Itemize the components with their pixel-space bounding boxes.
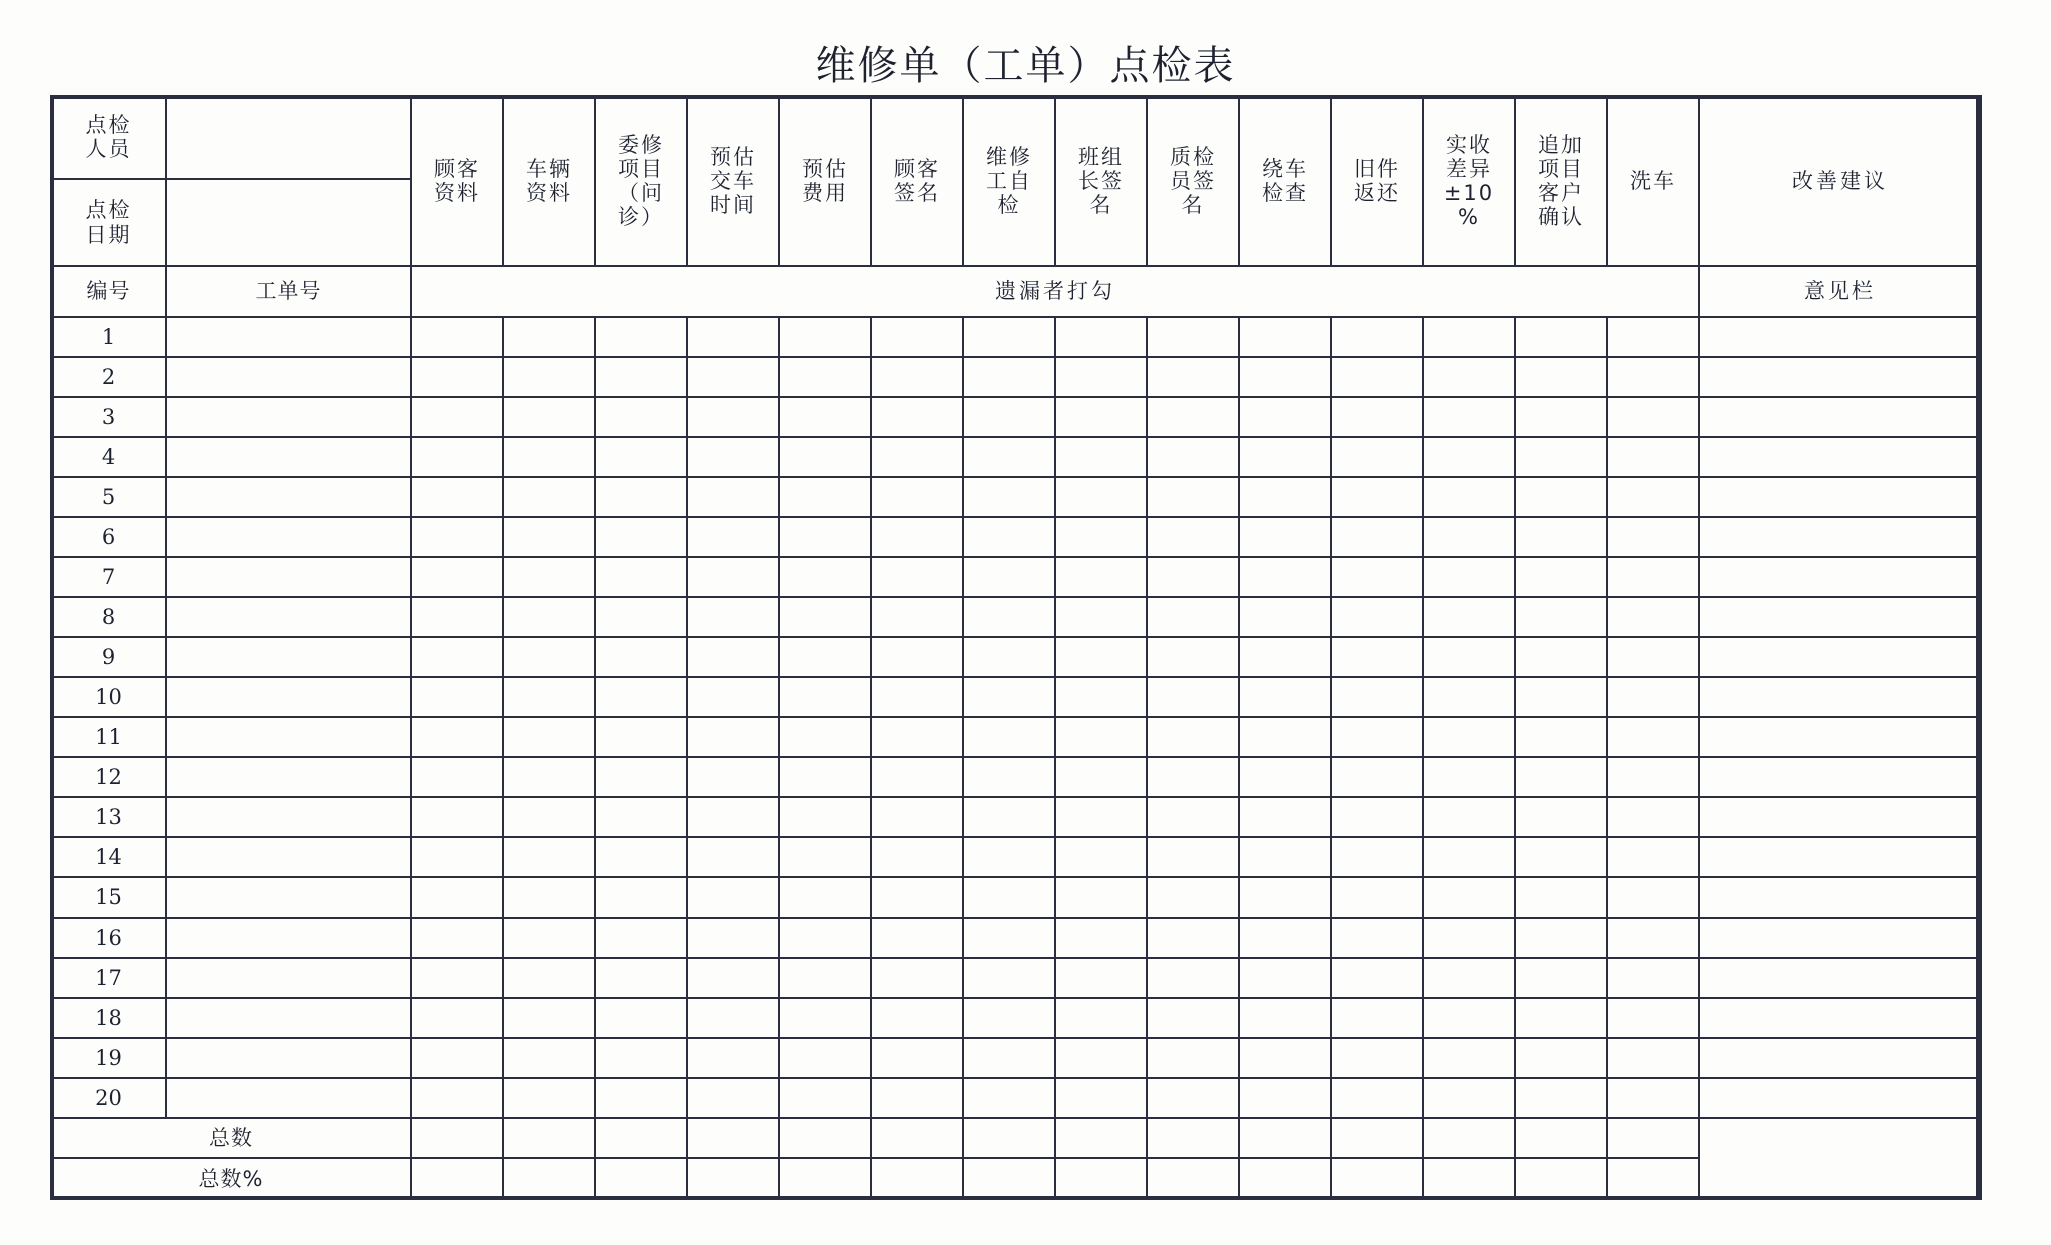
row-number: 14: [51, 837, 166, 877]
opinion-header: 意见栏: [1699, 266, 1981, 317]
row-number: 8: [51, 597, 166, 637]
inspector-label: 点检 人员: [51, 96, 166, 179]
row-number: 7: [51, 557, 166, 597]
column-header: 质检 员签 名: [1147, 96, 1239, 266]
column-header: 车辆 资料: [503, 96, 595, 266]
row-number: 1: [51, 317, 166, 357]
row-number: 20: [51, 1078, 166, 1118]
row-number: 3: [51, 397, 166, 437]
row-number: 5: [51, 477, 166, 517]
column-header: 班组 长签 名: [1055, 96, 1147, 266]
column-header: 顾客 签名: [871, 96, 963, 266]
column-header: 绕车 检查: [1239, 96, 1331, 266]
date-label: 点检 日期: [51, 179, 166, 266]
column-header: 实收 差异 ±10 %: [1423, 96, 1515, 266]
column-header: 旧件 返还: [1331, 96, 1423, 266]
missing-check-header: 遗漏者打勾: [411, 266, 1699, 317]
row-number: 9: [51, 637, 166, 677]
row-number: 4: [51, 437, 166, 477]
row-number: 10: [51, 677, 166, 717]
number-header: 编号: [51, 266, 166, 317]
total-label: 总数: [51, 1118, 411, 1158]
column-header: 顾客 资料: [411, 96, 503, 266]
row-number: 15: [51, 877, 166, 917]
total-percent-label: 总数%: [51, 1158, 411, 1199]
row-number: 18: [51, 998, 166, 1038]
row-number: 19: [51, 1038, 166, 1078]
column-header: 预估 交车 时间: [687, 96, 779, 266]
row-number: 12: [51, 757, 166, 797]
column-header: 洗车: [1607, 96, 1699, 266]
column-header: 预估 费用: [779, 96, 871, 266]
row-number: 2: [51, 357, 166, 397]
form-border: [50, 95, 1980, 1200]
row-number: 17: [51, 958, 166, 998]
column-header: 委修 项目 （问 诊）: [595, 96, 687, 266]
row-number: 11: [51, 717, 166, 757]
row-number: 6: [51, 517, 166, 557]
suggestion-header: 改善建议: [1699, 96, 1981, 266]
row-number: 16: [51, 918, 166, 958]
work-order-header: 工单号: [166, 266, 411, 317]
column-header: 维修 工自 检: [963, 96, 1055, 266]
column-header: 追加 项目 客户 确认: [1515, 96, 1607, 266]
page-title: 维修单（工单）点检表: [815, 43, 1236, 89]
row-number: 13: [51, 797, 166, 837]
